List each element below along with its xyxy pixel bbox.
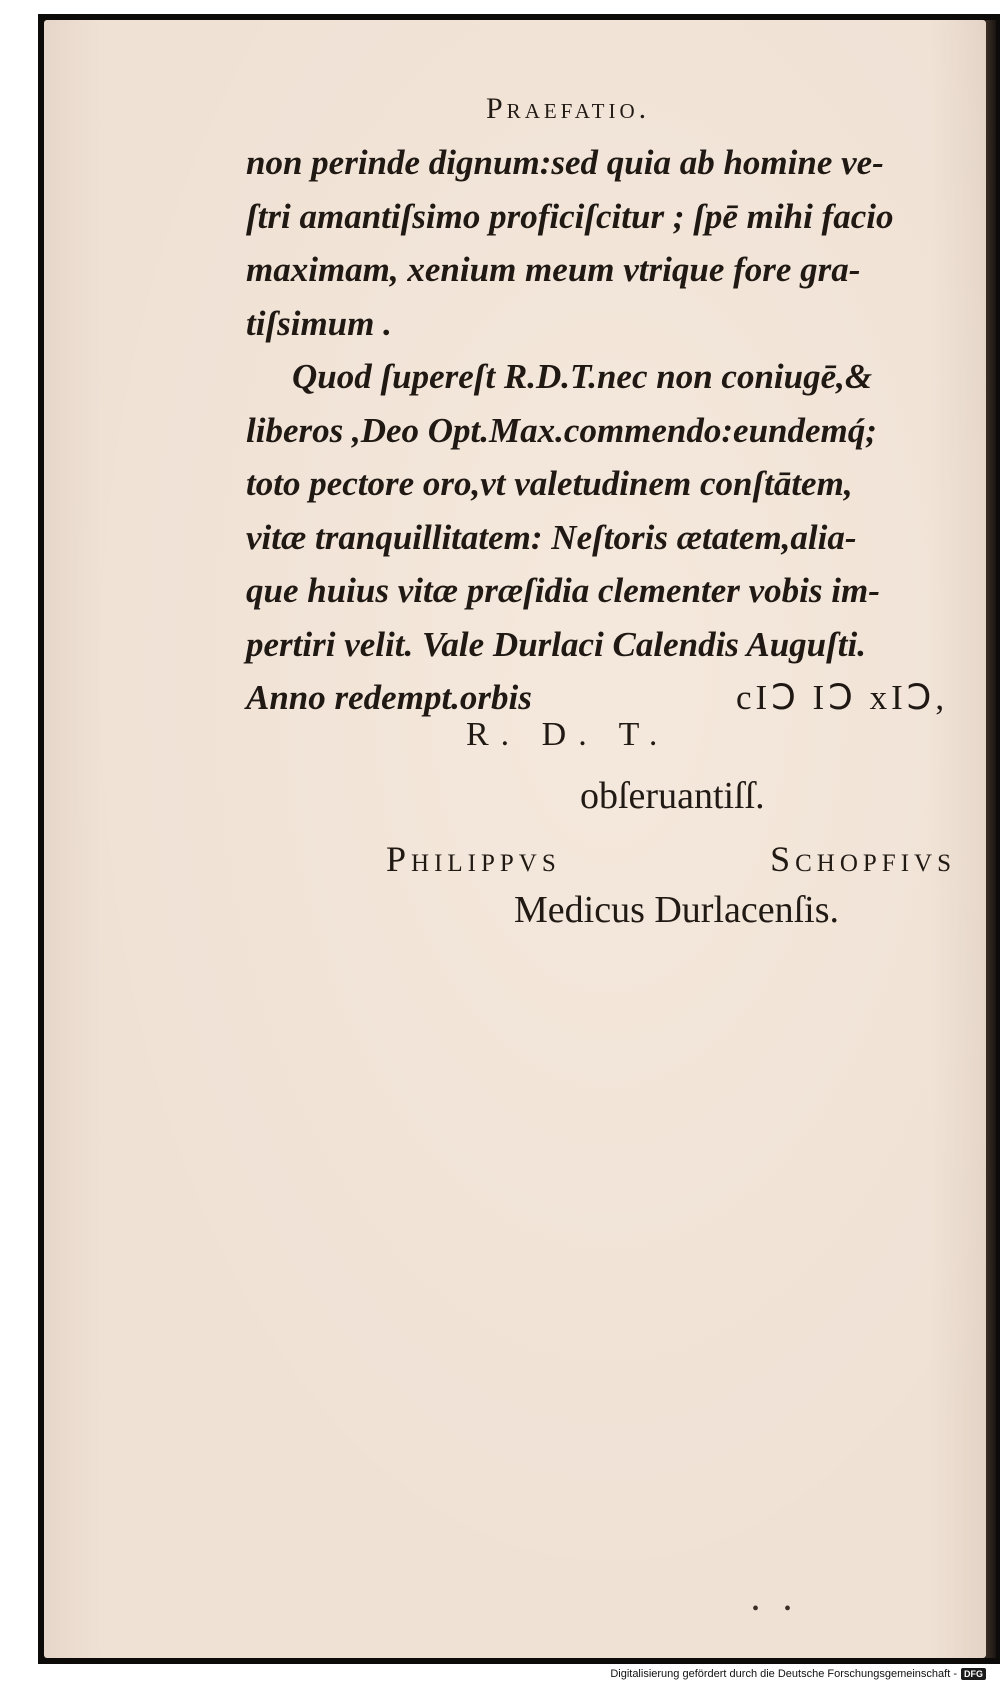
text-line-5: Quod ſupereſt R.D.T.nec non coniugē,&	[292, 357, 873, 396]
text-line-10: pertiri velit. Vale Durlaci Calendis Auguſti.	[246, 624, 867, 664]
signature-last-name: Schopfivs	[770, 839, 956, 879]
text-line-3: maximam, xenium meum vtrique fore gra-	[246, 250, 861, 289]
date-line-text: Anno redempt.orbis	[246, 678, 532, 717]
running-header: Praefatio.	[486, 92, 651, 125]
signature-name	[386, 838, 956, 880]
signature-role: Medicus Durlacenſis.	[514, 889, 840, 931]
signature-first-name: Philippvs	[386, 839, 561, 879]
text-line-9: que huius vitæ præſidia clementer vobis im-	[246, 571, 880, 610]
text-line-8: vitæ tranquillitatem: Neſtoris ætatem,alia-	[246, 517, 857, 557]
text-line-6: liberos ,Deo Opt.Max.commendo:eundemq́;	[246, 410, 877, 450]
signature-closing: obſeruantiſſ.	[580, 775, 765, 817]
body-text	[246, 136, 962, 725]
text-line-4: tiſsimum .	[246, 303, 392, 343]
dfg-logo-icon: DFG	[961, 1668, 986, 1680]
date-numerals: cIↃ IↃ xIↃ,	[736, 678, 949, 717]
page-marks: • •	[752, 1598, 802, 1620]
text-line-1: non perinde dignum:sed quia ab homine ve-	[246, 143, 884, 182]
page-edge-shadow	[986, 20, 996, 1658]
text-line-2: ſtri amantiſsimo proficiſcitur ; ſpē mihi facio	[246, 196, 894, 236]
signature-initials: R. D. T.	[466, 716, 670, 753]
footer-credit	[610, 1668, 986, 1680]
footer-text: Digitalisierung gefördert durch die Deutsche Forschungsgemeinschaft -	[610, 1668, 957, 1680]
text-line-7: toto pectore oro,vt valetudinem conſtātem,	[246, 464, 853, 503]
